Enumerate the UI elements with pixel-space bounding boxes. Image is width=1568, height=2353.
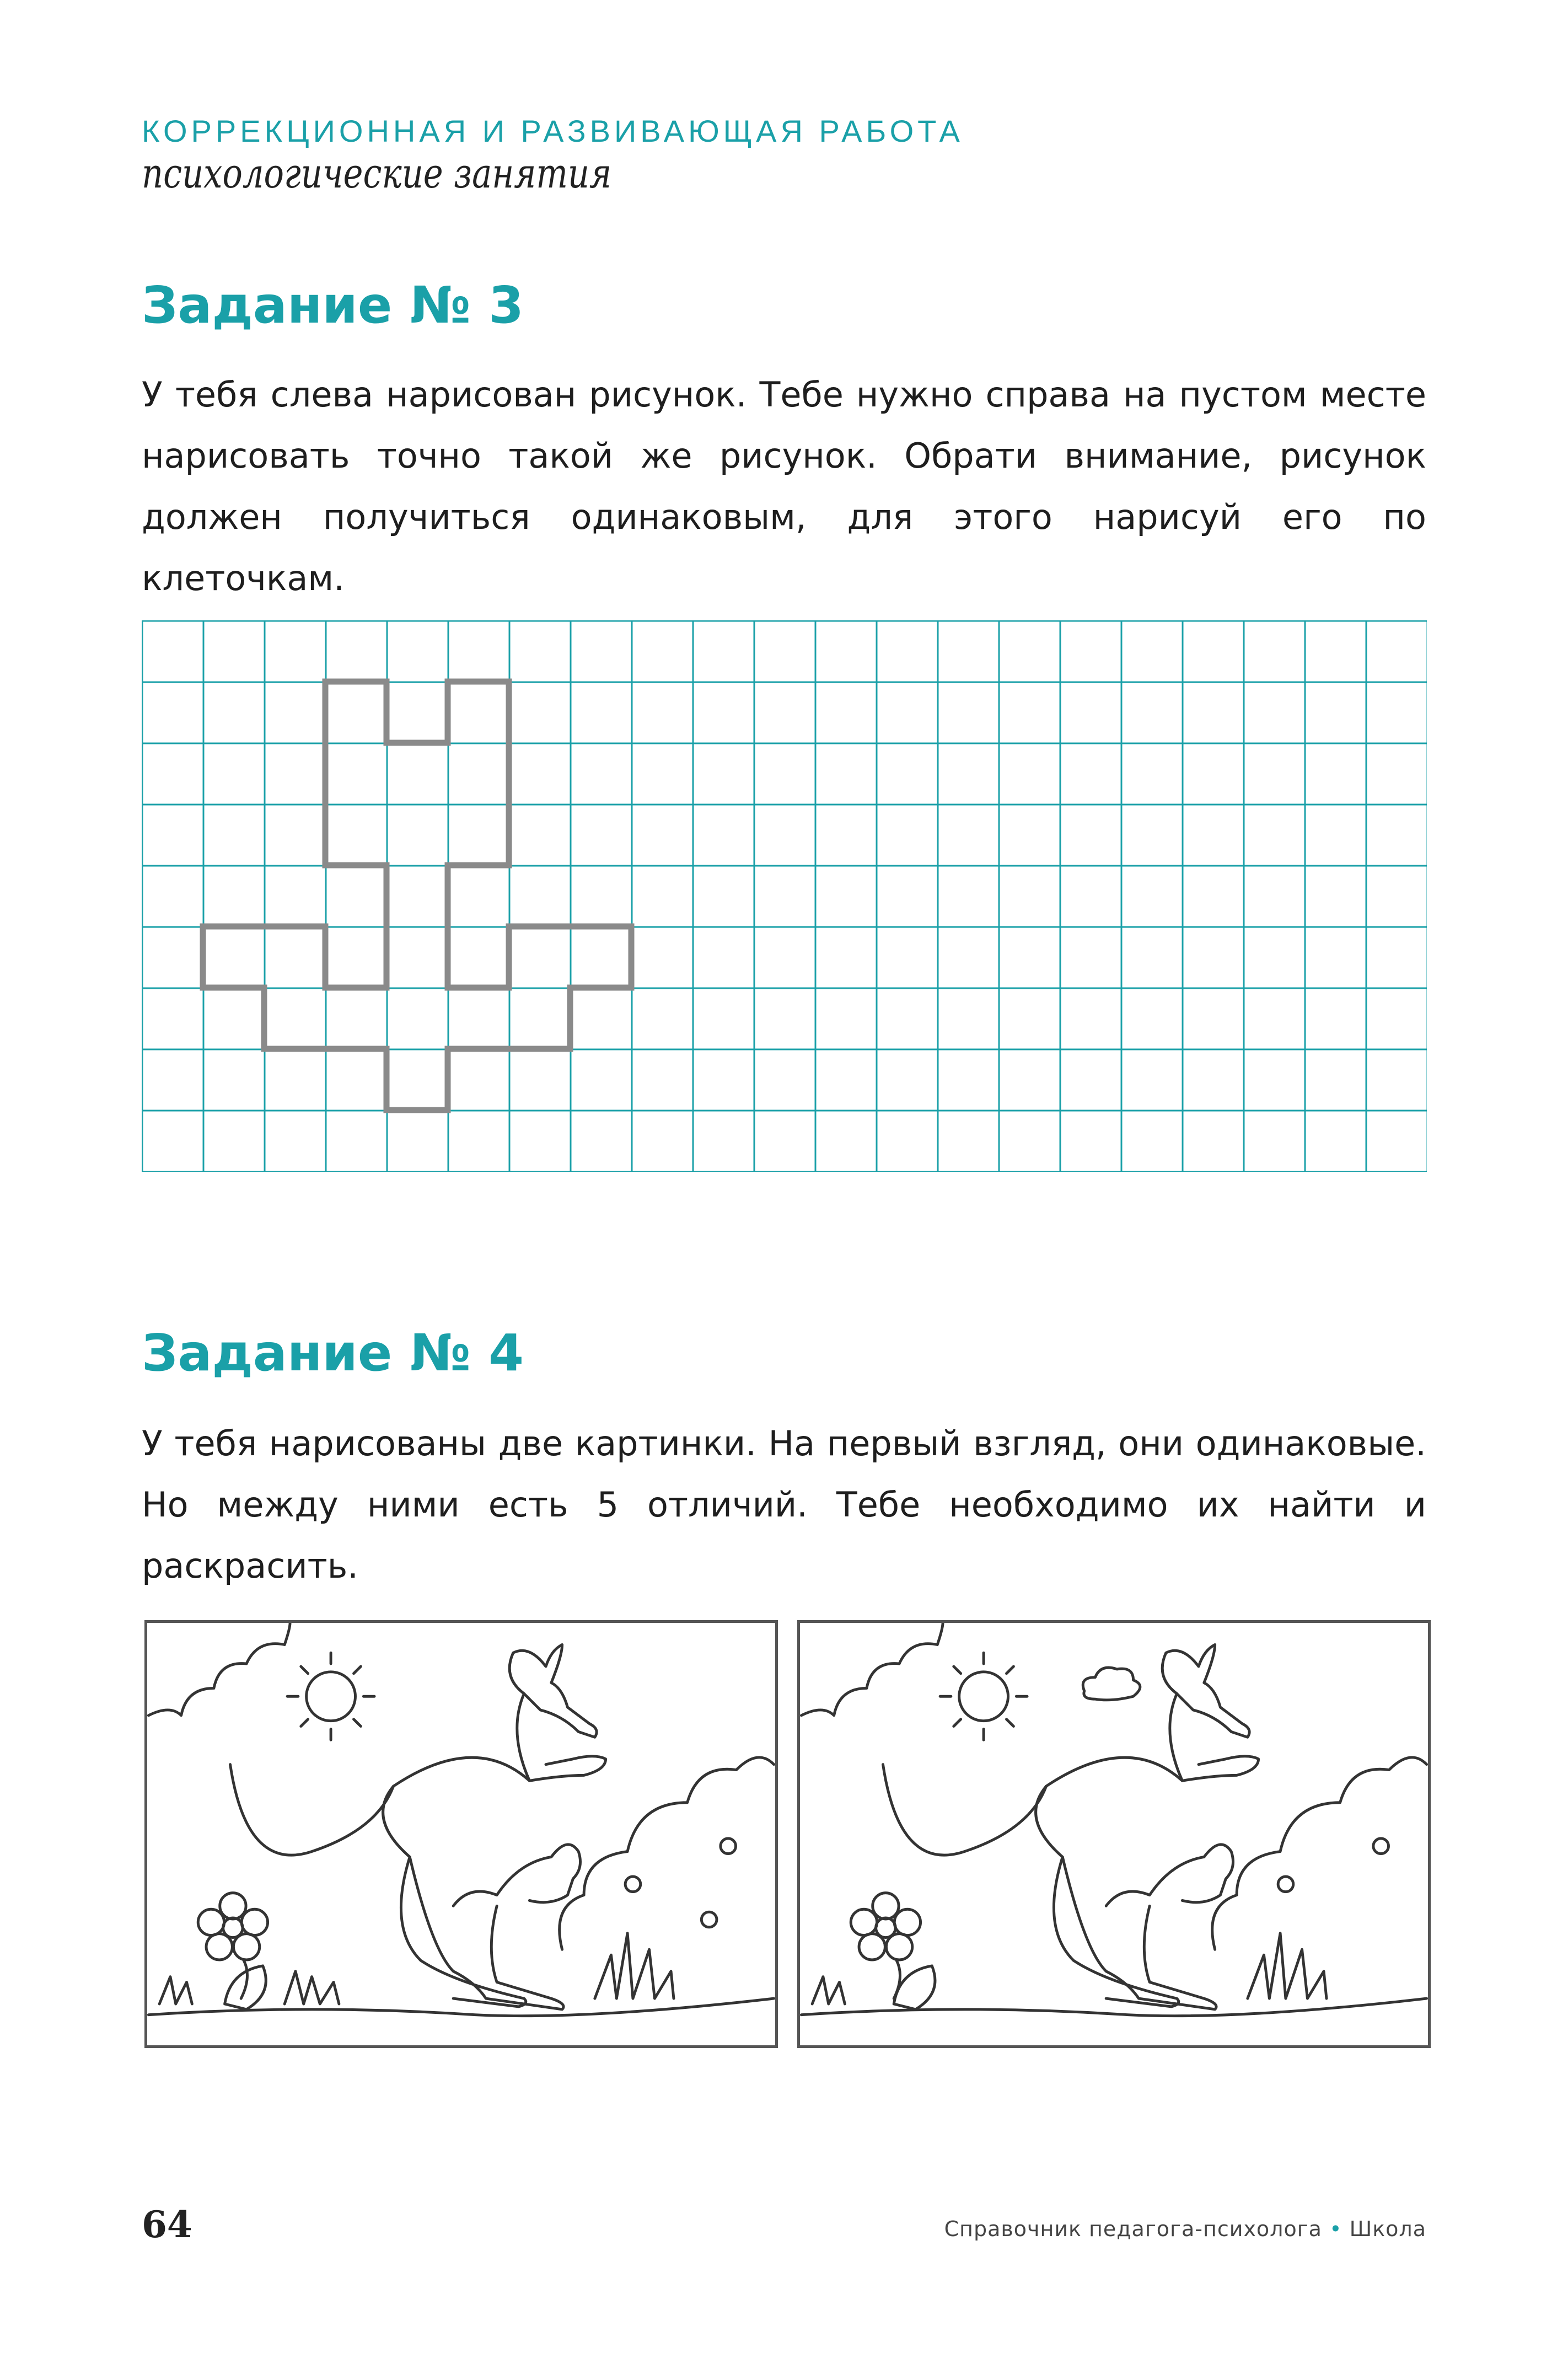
grid-lines bbox=[142, 620, 1427, 1172]
drawing-grid[interactable] bbox=[142, 620, 1427, 1172]
task-4-instructions: У тебя нарисованы две картинки. На первый взгляд, они одинаковые. Но между ними есть 5 отличий. Тебе необходимо их найти и раскрасить. bbox=[142, 1423, 1426, 1586]
cloud-corner bbox=[801, 1623, 943, 1716]
footer-separator: • bbox=[1329, 2217, 1343, 2241]
task-4-title: Задание № 4 bbox=[142, 1323, 524, 1382]
task-3-instructions: У тебя слева нарисован рисунок. Тебе нужно справа на пустом месте нарисовать точно такой же рисунок. Обрати внимание, рисунок должен получиться одинаковым, для этого нарисуй его по клеточкам. bbox=[142, 374, 1426, 598]
kangaroo bbox=[230, 1644, 605, 2009]
kangaroo bbox=[883, 1644, 1258, 2009]
section-heading: КОРРЕКЦИОННАЯ И РАЗВИВАЮЩАЯ РАБОТА bbox=[142, 114, 964, 148]
sun-icon bbox=[940, 1653, 1027, 1740]
picture-right[interactable] bbox=[797, 1620, 1431, 2048]
subsection-heading: психологические занятия bbox=[142, 150, 612, 197]
task-3-title: Задание № 3 bbox=[142, 276, 524, 335]
page-number: 64 bbox=[142, 2203, 192, 2246]
footer-publication bbox=[944, 2217, 1426, 2241]
flower bbox=[851, 1893, 920, 1999]
sample-figure bbox=[203, 682, 631, 1110]
bush bbox=[560, 1757, 774, 1949]
small-cloud bbox=[1083, 1668, 1140, 1700]
edition-name: Школа bbox=[1349, 2217, 1426, 2241]
sun-icon bbox=[287, 1653, 374, 1740]
publication-title: Справочник педагога-психолога bbox=[944, 2217, 1322, 2241]
bush bbox=[1212, 1757, 1427, 1949]
cloud-corner bbox=[148, 1623, 290, 1716]
picture-left[interactable] bbox=[144, 1620, 778, 2048]
